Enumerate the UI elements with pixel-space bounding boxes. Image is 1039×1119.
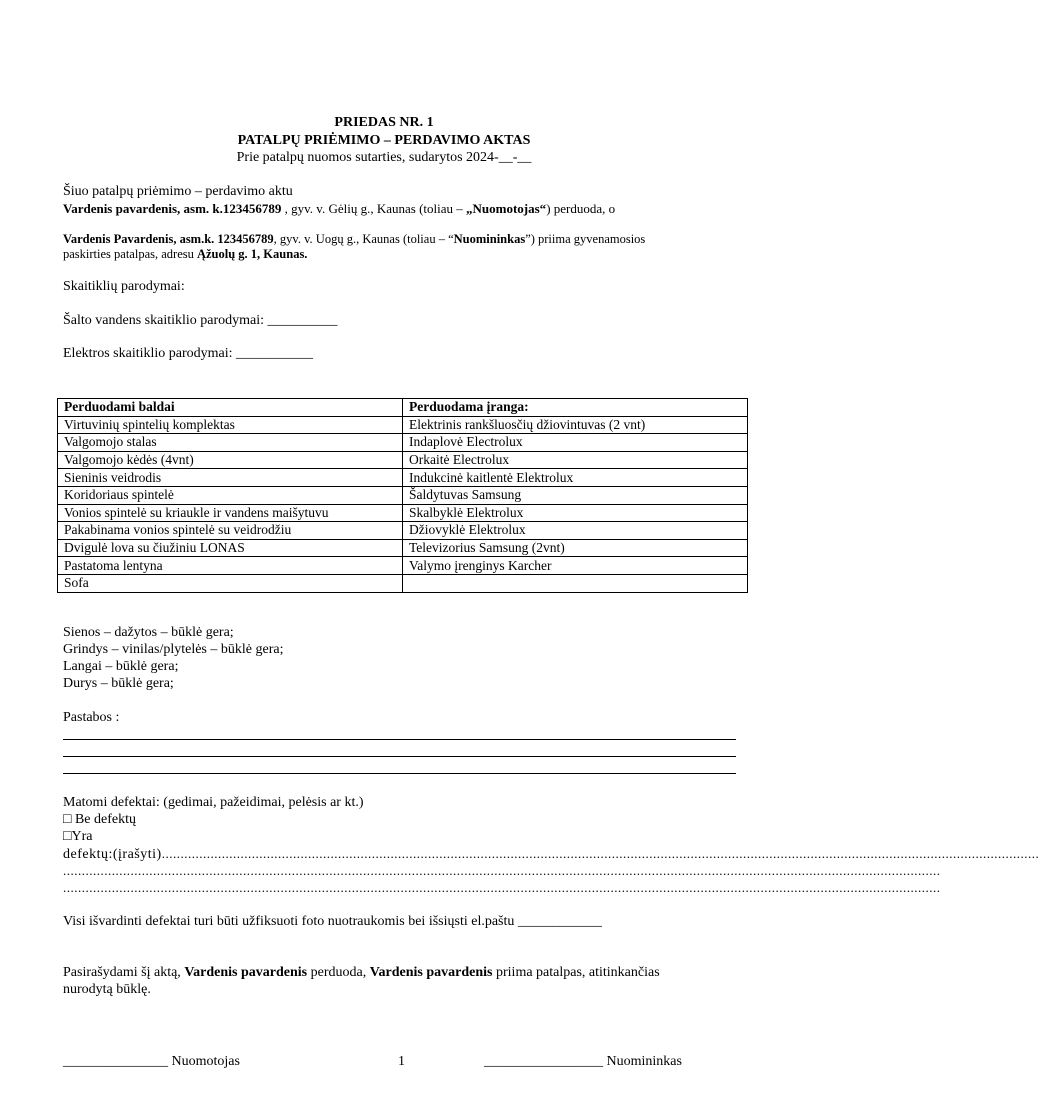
signing-part3: priima patalpas, atitinkančias [492,965,660,980]
premises-address: Ąžuolų g. 1, Kaunas. [196,247,308,261]
table-header-row [58,399,748,417]
condition-walls: Sienos – dažytos – būklė gera; [63,625,234,640]
table-row [58,539,748,557]
table-row [58,557,748,575]
landlord-line [63,201,615,217]
equipment-cell: Valymo įrenginys Karcher [403,557,748,575]
tenant-address: , gyv. v. Uogų g., Kaunas (toliau – “ [273,232,454,246]
notes-line-3 [63,773,736,774]
signing-statement [63,965,660,981]
furniture-cell: Pakabinama vonios spintelė su veidrodžiu [58,522,403,540]
defects-dots-1: .......................................................................................................................................................................................................................................... [161,846,1039,861]
furniture-cell: Dvigulė lova su čiužiniu LONAS [58,539,403,557]
defects-dots-line-3: .......................................................................................................................................................................................................................................... [63,880,941,895]
defects-heading: Matomi defektai: (gedimai, pažeidimai, pelėsis ar kt.) [63,795,364,810]
equipment-cell: Indaplovė Electrolux [403,434,748,452]
premises-line [63,247,307,262]
table-row [58,504,748,522]
defects-dots-line-2: .......................................................................................................................................................................................................................................... [63,863,941,878]
tenant-tail: ”) priima gyvenamosios [525,232,646,246]
tenant-signature: _________________ Nuomininkas [484,1054,682,1069]
photo-note: Visi išvardinti defektai turi būti užfiksuoti foto nuotraukomis bei išsiųsti el.paštu ____________ [63,914,602,929]
landlord-tail: ) perduoda, o [546,201,616,216]
has-defects-checkbox[interactable]: □Yra [63,829,93,844]
furniture-cell: Vonios spintelė su kriaukle ir vandens maišytuvu [58,504,403,522]
furniture-cell: Virtuvinių spintelių komplektas [58,416,403,434]
landlord-role: „Nuomotojas“ [466,201,547,216]
notes-line-2 [63,756,736,757]
condition-windows: Langai – būklė gera; [63,659,179,674]
defects-list-line [63,846,1039,863]
equipment-cell: Skalbyklė Elektrolux [403,504,748,522]
table-row [58,522,748,540]
signing-name2: Vardenis pavardenis [369,965,493,980]
cold-water-meter: Šalto vandens skaitiklio parodymai: __________ [63,313,338,328]
signing-part2: perduoda, [307,965,370,980]
tenant-role: Nuomininkas [453,232,526,246]
table-row [58,469,748,487]
condition-floor: Grindys – vinilas/plytelės – būklė gera; [63,642,284,657]
equipment-cell: Indukcinė kaitlentė Elektrolux [403,469,748,487]
furniture-cell: Sieninis veidrodis [58,469,403,487]
tenant-line [63,232,645,247]
furniture-header: Perduodami baldai [58,399,403,417]
equipment-header: Perduodama įranga: [403,399,748,417]
furniture-cell: Valgomojo stalas [58,434,403,452]
landlord-address: , gyv. v. Gėlių g., Kaunas (toliau – [281,201,467,216]
table-row [58,574,748,592]
meters-heading: Skaitiklių parodymai: [63,279,185,294]
equipment-cell: Elektrinis rankšluosčių džiovintuvas (2 vnt) [403,416,748,434]
furniture-cell: Valgomojo kėdės (4vnt) [58,451,403,469]
table-row [58,416,748,434]
signing-line2: nurodytą būklę. [63,982,151,997]
document-title: PATALPŲ PRIĖMIMO – PERDAVIMO AKTAS [237,133,531,148]
notes-label: Pastabos : [63,710,120,725]
table-row [58,486,748,504]
signing-part1: Pasirašydami šį aktą, [63,965,185,980]
equipment-cell: Orkaitė Electrolux [403,451,748,469]
document-subtitle: Prie patalpų nuomos sutarties, sudarytos 2024-__-__ [236,150,532,165]
equipment-cell: Džiovyklė Elektrolux [403,522,748,540]
landlord-name: Vardenis pavardenis, asm. k.123456789 [63,201,282,216]
furniture-cell: Koridoriaus spintelė [58,486,403,504]
intro-line: Šiuo patalpų priėmimo – perdavimo aktu [63,184,293,199]
annex-number: PRIEDAS NR. 1 [334,115,434,130]
inventory-table [57,398,748,593]
no-defects-checkbox[interactable]: □ Be defektų [63,812,136,827]
notes-line-1 [63,739,736,740]
equipment-cell [403,574,748,592]
equipment-cell: Televizorius Samsung (2vnt) [403,539,748,557]
tenant-name: Vardenis Pavardenis, asm.k. 123456789 [63,232,274,246]
table-row [58,434,748,452]
electricity-meter: Elektros skaitiklio parodymai: ___________ [63,346,314,361]
condition-doors: Durys – būklė gera; [63,676,174,691]
signing-name1: Vardenis pavardenis [184,965,308,980]
table-row [58,451,748,469]
landlord-signature: _______________ Nuomotojas [63,1054,240,1069]
defects-list-label: defektų:(įrašyti) [63,847,162,862]
page-number: 1 [398,1054,405,1069]
equipment-cell: Šaldytuvas Samsung [403,486,748,504]
furniture-cell: Sofa [58,574,403,592]
furniture-cell: Pastatoma lentyna [58,557,403,575]
premises-label: paskirties patalpas, adresu [63,247,197,261]
